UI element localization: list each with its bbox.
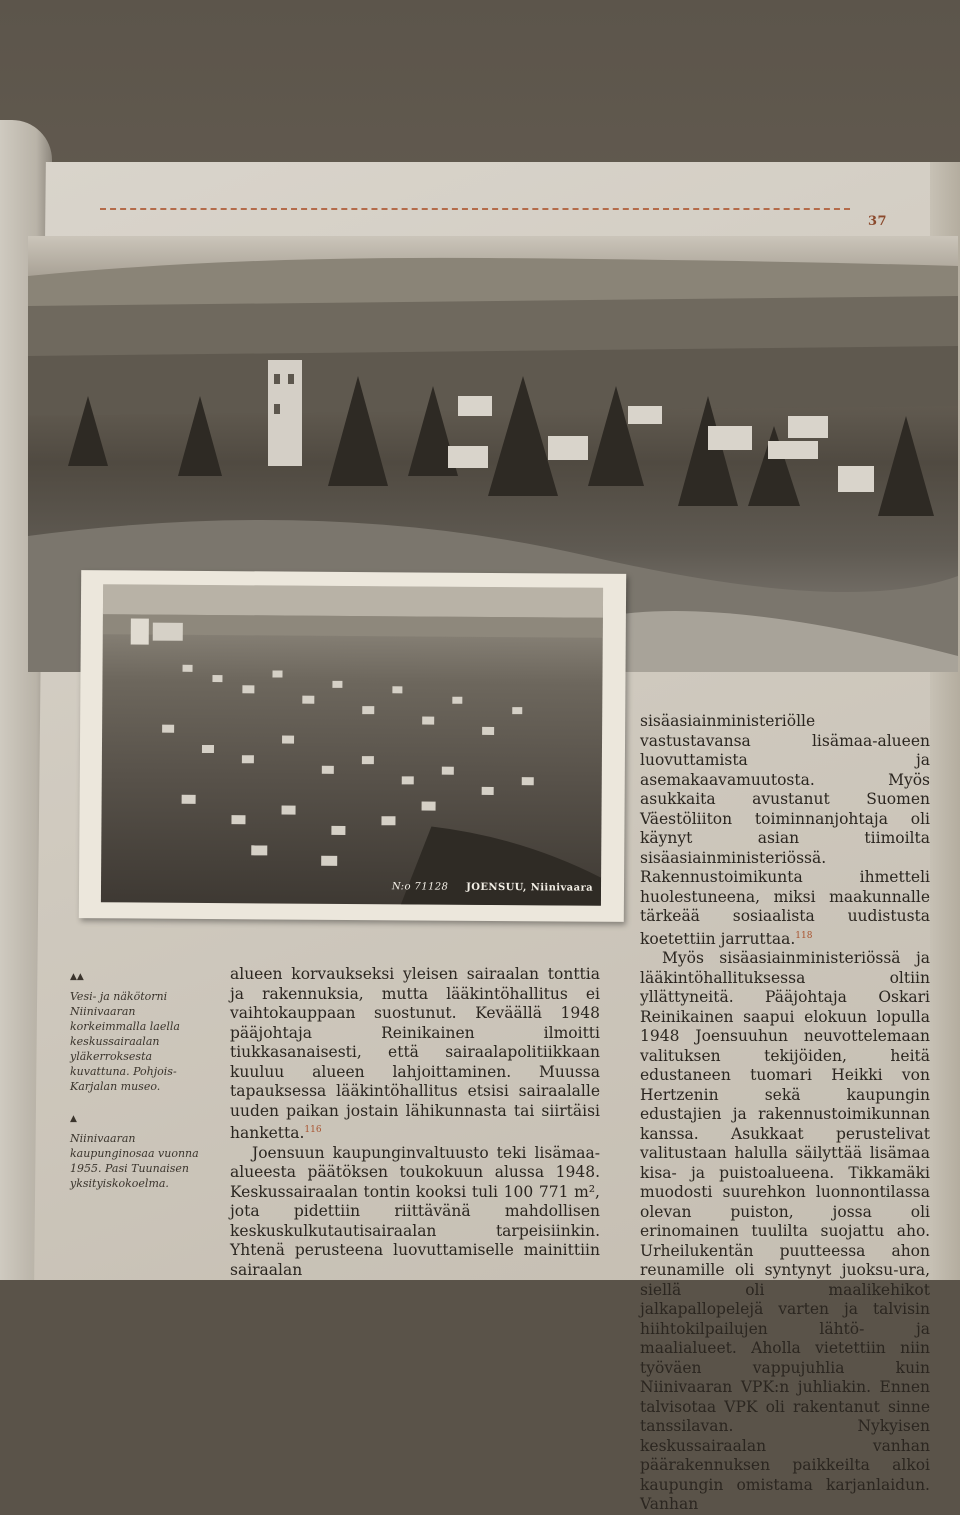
paragraph: Myös sisäasiainministeriössä ja lääkintöhallituksessa oltiin yllättyneitä. Pääjohtaja Oskari Reinikainen saapui elokuun lopulla 1948 Joensuuhun neuvottelemaan valituksen tekijöiden, heitä edustaneen tuomari Heikki von Hertzenin sekä kaupungin edustajien ja rakennustoimikunnan kanssa. Asukkaat perustelivat valitustaan halulla säilyttää lisämaa kisa- ja puistoalueena. Tikkamäki muodosti suurehkon luonnontilassa olevan puiston, jossa oli erinomainen tuulilta suojattu aho. Urheilukentän puutteessa ahon reunamille oli syntynyt juoksu-ura, siellä oli maalikehikot jalkapallopelejä varten ja talvisin hiihtokilpailujen lähtö- ja maalialueet. Aholla vietettiin niin työväen vappujuhlia kuin Niinivaaran VPK:n juhliakin. Ennen talvisotaa VPK oli rakentanut sinne tanssilavan. Nykyisen keskussairaalan vanhan päärakennuksen paikkeilta alkoi kaupungin omistama karjanlaidun. Vanhan [640, 949, 930, 1514]
page-number: 37 [868, 214, 888, 229]
inset-aerial-photo [101, 584, 603, 905]
caption-inset-photo: Niinivaaran kaupunginosaa vuonna 1955. Pasi Tuunaisen yksityiskokoelma. [70, 1132, 199, 1190]
paragraph [640, 712, 930, 949]
footnote-ref: 116 [304, 1125, 322, 1135]
photo-captions [70, 970, 210, 1209]
paragraph-text: sisäasiainministeriölle vastustavansa lisämaa-alueen luovuttamista ja asemakaavamuutosta. Myös asukkaita avustanut Suomen Väestöliiton toiminnanjohtaja oli käynyt asian tiimoilta sisäasiainministeriössä. Rakennustoimikunta ihmetteli huolestuneena, miksi maakunnalle tärkeää sosiaalista uudistusta koetettiin jarruttaa. [640, 712, 930, 948]
caption-area: Niinivaara [530, 882, 594, 894]
caption-top-photo: Vesi- ja näkötorni Niinivaaran korkeimmalla laella keskussairaalan yläkerroksesta kuvattuna. Pohjois-Karjalan museo. [70, 990, 180, 1093]
paragraph [230, 965, 600, 1144]
header-dashed-rule [100, 208, 850, 210]
paragraph: Joensuun kaupunginvaltuusto teki lisämaa-alueesta päätöksen toukokuun alussa 1948. Keskussairaalan tontin kooksi tuli 100 771 m², jota pidettiin riittävänä mahdollisen keskuskulkutautisairaalan tarpeisiinkin. Yhtenä perusteena luovuttamiselle mainittiin sairaalan [230, 1143, 600, 1279]
aerial-town-icon [101, 584, 603, 905]
caption-number: N:o 71128 [391, 881, 449, 893]
inset-photo-caption [392, 881, 593, 893]
right-text-column [640, 712, 930, 1515]
main-text-column [230, 965, 600, 1280]
caption-place: JOENSUU, [466, 881, 527, 894]
footnote-ref: 118 [795, 930, 813, 941]
paragraph-text: alueen korvaukseksi yleisen sairaalan tonttia ja rakennuksia, mutta lääkintöhallitus ei vaihtokauppaan suostunut. Keväällä 1948 pääjohtaja Reinikainen ilmoitti tiukkasanaisesti, että sairaalapolitiikkaan kuuluu alueen lahjoittaminen. Muussa tapauksessa lääkintöhallitus etsisi sairaalalle uuden paikan jostain lähikunnasta tai siirtäisi hanketta. [230, 965, 600, 1143]
up-arrow-icon: ▲▲ [70, 972, 84, 982]
inset-photo-card [79, 570, 626, 922]
up-arrow-icon: ▲ [70, 1114, 77, 1124]
